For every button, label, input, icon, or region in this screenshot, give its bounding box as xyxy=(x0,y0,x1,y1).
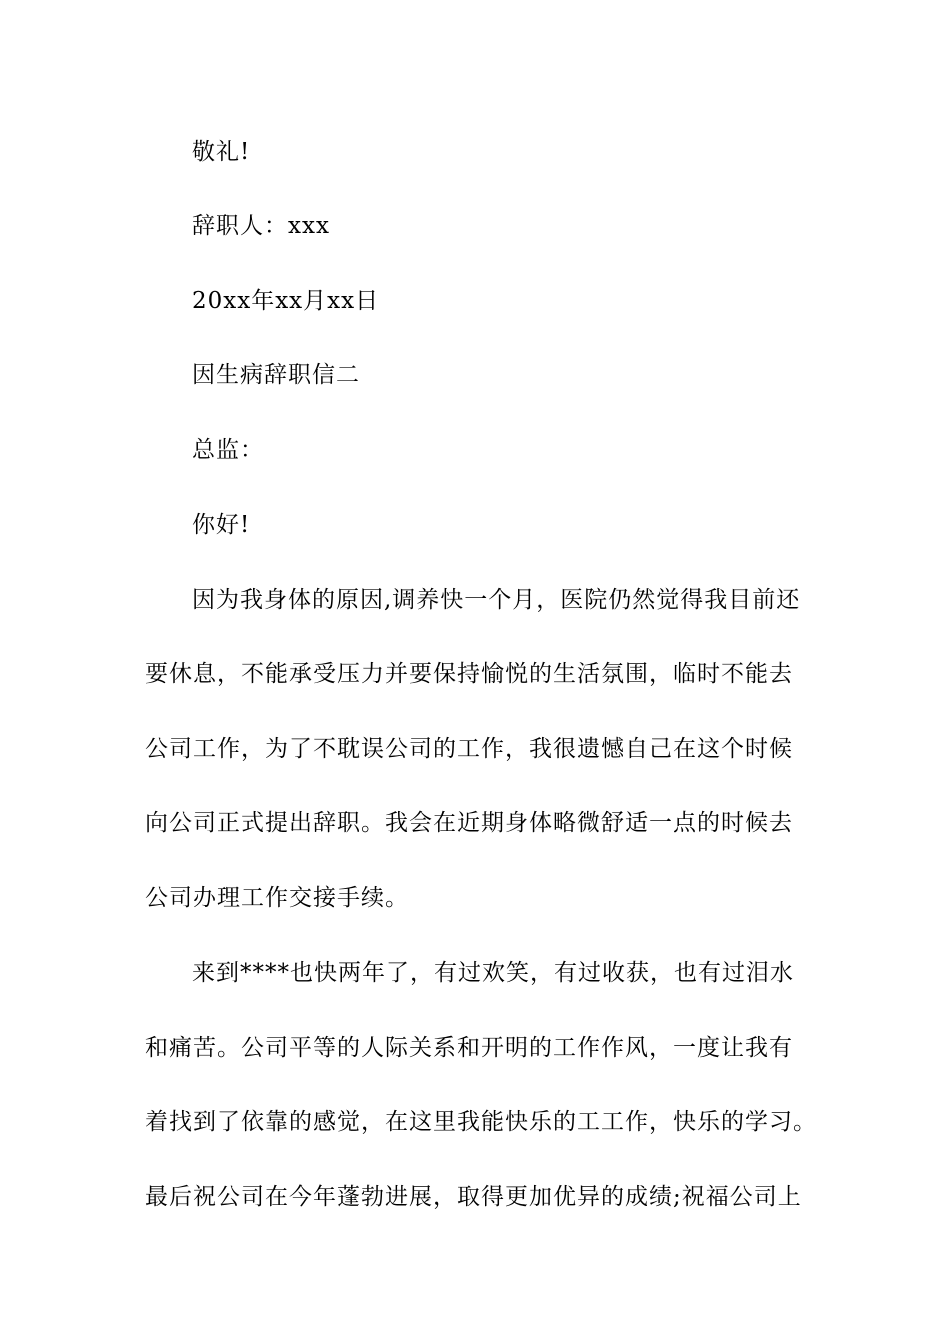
paragraph-2-line: 最后祝公司在今年蓬勃进展，取得更加优异的成绩;祝福公司上 xyxy=(145,1184,802,1210)
letter-recipient: 总监： xyxy=(192,437,264,463)
paragraph-2-line: 和痛苦。公司平等的人际关系和开明的工作作风，一度让我有 xyxy=(145,1035,793,1061)
paragraph-1-line: 要休息，不能承受压力并要保持愉悦的生活氛围，临时不能去 xyxy=(145,661,793,687)
paragraph-2-line: 来到****也快两年了，有过欢笑，有过收获，也有过泪水 xyxy=(192,960,794,986)
paragraph-2-line: 着找到了依靠的感觉，在这里我能快乐的工工作，快乐的学习。 xyxy=(145,1109,817,1135)
paragraph-1-line: 向公司正式提出辞职。我会在近期身体略微舒适一点的时候去 xyxy=(145,810,793,836)
paragraph-1-line: 公司工作，为了不耽误公司的工作，我很遗憾自己在这个时候 xyxy=(145,736,793,762)
resigner-signature: 辞职人：xxx xyxy=(192,213,330,239)
closing-salutation: 敬礼! xyxy=(192,139,251,165)
letter-title: 因生病辞职信二 xyxy=(192,362,360,388)
paragraph-1-line: 因为我身体的原因,调养快一个月，医院仍然觉得我目前还 xyxy=(192,587,801,613)
letter-greeting: 你好! xyxy=(192,512,251,538)
letter-date: 20xx年xx月xx日 xyxy=(192,288,380,314)
paragraph-1-line: 公司办理工作交接手续。 xyxy=(145,885,409,911)
